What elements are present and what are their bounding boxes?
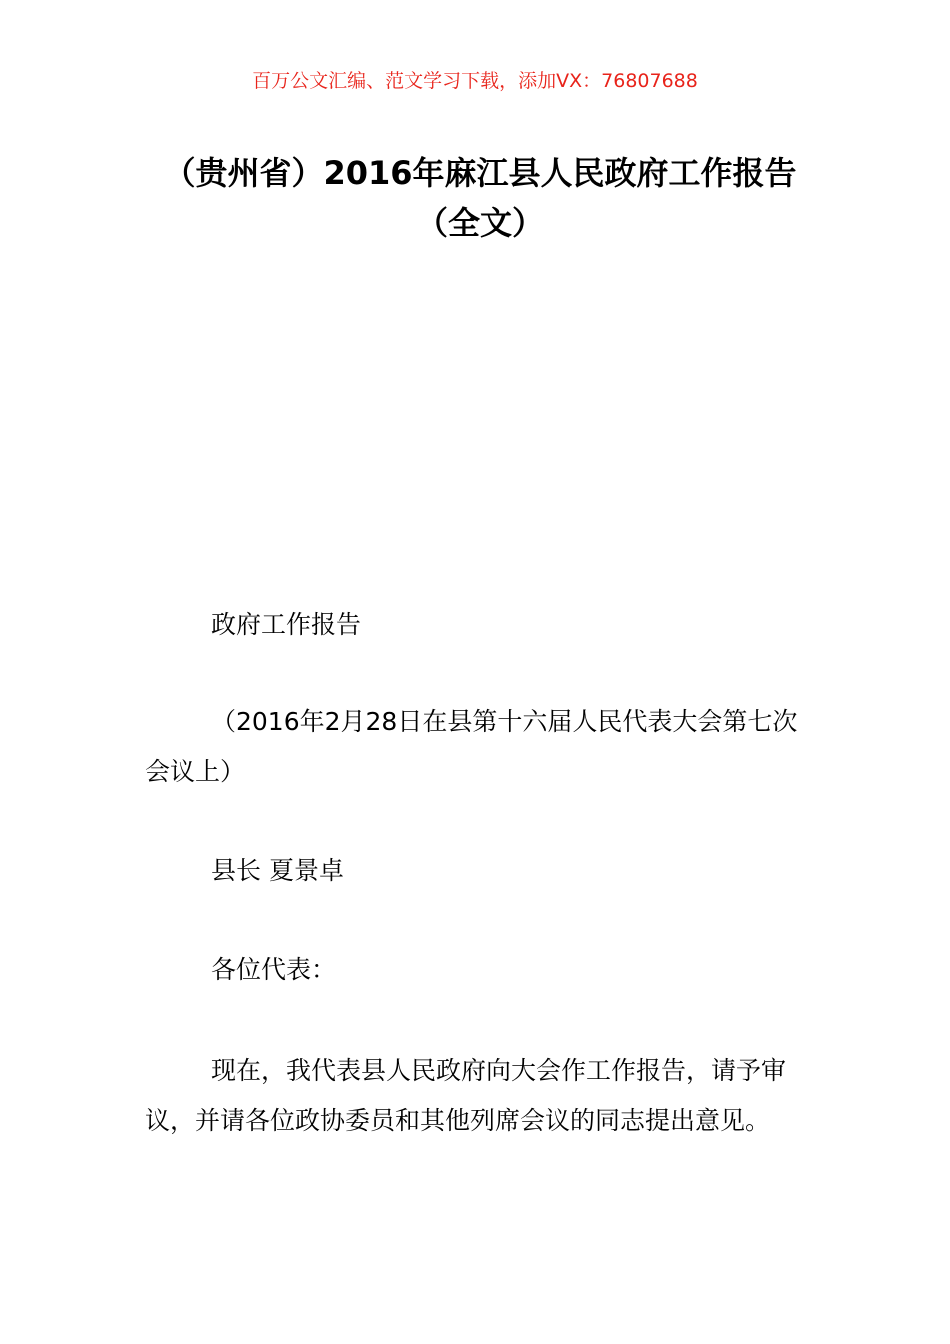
paragraph-report-heading: 政府工作报告: [211, 610, 362, 639]
header-note: 百万公文汇编、范文学习下载，添加VX：76807688: [252, 70, 698, 92]
document-title: （贵州省）2016年麻江县人民政府工作报告（全文）: [163, 154, 797, 242]
paragraph-opening: 现在，我代表县人民政府向大会作工作报告，请予审议，并请各位政协委员和其他列席会议的同志提出意见。: [145, 1056, 787, 1135]
paragraph-speaker: 县长 夏景卓: [211, 856, 344, 885]
paragraph-salutation: 各位代表：: [211, 955, 337, 984]
paragraph-meeting-info: （2016年2月28日在县第十六届人民代表大会第七次会议上）: [145, 707, 798, 786]
